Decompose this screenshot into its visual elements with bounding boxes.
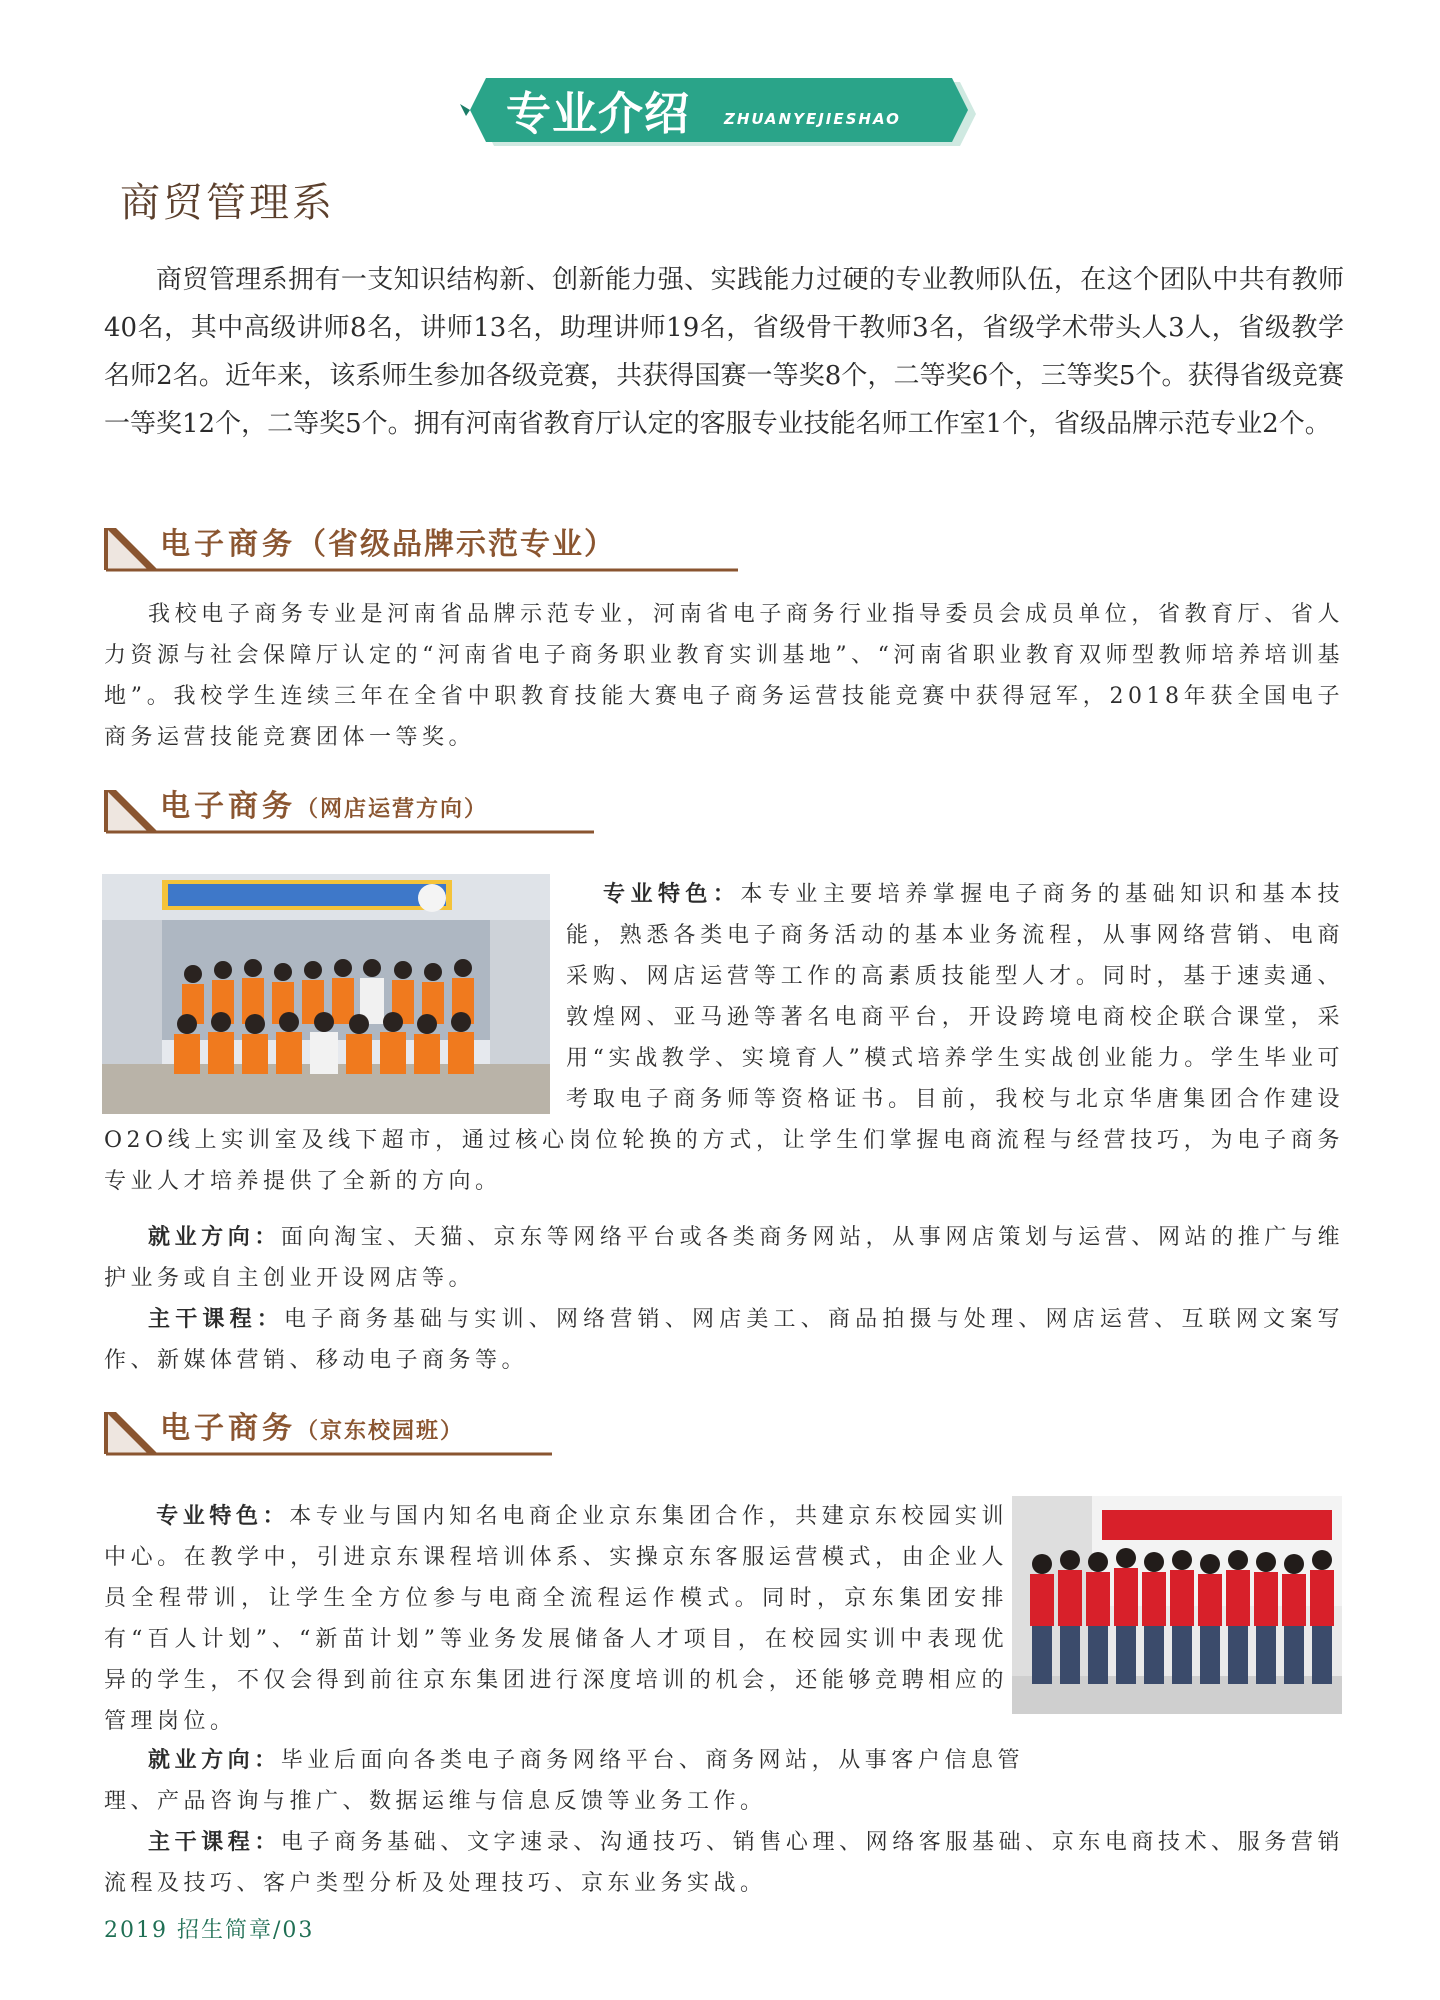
section-title-sub: （省级品牌示范专业）	[296, 527, 616, 562]
section-heading-ecommerce-brand	[102, 520, 742, 582]
section-heading-jd-campus	[102, 1404, 742, 1466]
career-text: 面向淘宝、天猫、京东等网络平台或各类商务网站，从事网店策划与运营、网站的推广与维护业务或自主创业开设网店等。	[104, 1225, 1344, 1291]
career-label: 就业方向：	[148, 1224, 281, 1250]
section-heading-ecommerce-store	[102, 782, 742, 844]
photo-text-wrap-spacer	[1008, 1496, 1344, 1716]
section-title-sub: （京东校园班）	[296, 1418, 465, 1444]
feature-label: 专业特色：	[156, 1503, 290, 1529]
section3-career-paragraph	[104, 1740, 1024, 1822]
section-title	[160, 786, 488, 830]
section2-career-paragraph	[104, 1217, 1344, 1299]
section2-feature-paragraph	[104, 874, 1344, 1202]
section3-course-paragraph	[104, 1822, 1344, 1904]
banner-pinyin: ZHUANYEJIESHAO	[724, 110, 901, 128]
section-title-sub: （网店运营方向）	[296, 796, 489, 822]
course-label: 主干课程：	[148, 1306, 284, 1332]
page-footer: 2019 招生简章/03	[104, 1918, 315, 1943]
section-title-main: 电子商务	[160, 527, 296, 562]
section-title	[160, 1408, 464, 1452]
department-intro: 商贸管理系拥有一支知识结构新、创新能力强、实践能力过硬的专业教师队伍，在这个团队中共有教师40名，其中高级讲师8名，讲师13名，助理讲师19名，省级骨干教师3名，省级学术带头人3人，省级教学名师2名。近年来，该系师生参加各级竞赛，共获得国赛一等奖8个，二等奖6个，三等奖5个。获得省级竞赛一等奖12个，二等奖5个。拥有河南省教育厅认定的客服专业技能名师工作室1个，省级品牌示范专业2个。	[104, 265, 1344, 439]
banner-title: 专业介绍	[506, 87, 691, 140]
feature-text: 本专业与国内知名电商企业京东集团合作，共建京东校园实训中心。在教学中，引进京东课程培训体系、实操京东客服运营模式，由企业人员全程带训，让学生全方位参与电商全流程运作模式。同时，京东集团安排有“百人计划”、“新苗计划”等业务发展储备人才项目，在校园实训中表现优异的学生，不仅会得到前往京东集团进行深度培训的机会，还能够竞聘相应的管理岗位。	[104, 1504, 1008, 1734]
career-label: 就业方向：	[148, 1747, 281, 1773]
feature-label: 专业特色：	[602, 881, 741, 907]
course-text: 电子商务基础、文字速录、沟通技巧、销售心理、网络客服基础、京东电商技术、服务营销流程及技巧、客户类型分析及处理技巧、京东业务实战。	[104, 1830, 1344, 1896]
section3-feature-paragraph	[104, 1496, 1344, 1742]
department-title: 商贸管理系	[120, 180, 335, 226]
course-text: 电子商务基础与实训、网络营销、网店美工、商品拍摄与处理、网店运营、互联网文案写作、新媒体营销、移动电子商务等。	[104, 1307, 1344, 1373]
photo-text-wrap-spacer	[104, 874, 566, 1120]
section1-body: 我校电子商务专业是河南省品牌示范专业，河南省电子商务行业指导委员会成员单位，省教育厅、省人力资源与社会保障厅认定的“河南省电子商务职业教育实训基地”、“河南省职业教育双师型教师培养培训基地”。我校学生连续三年在全省中职教育技能大赛电子商务运营技能竞赛中获得冠军，2018年获全国电子商务运营技能竞赛团体一等奖。	[104, 602, 1344, 750]
section-title	[160, 524, 616, 566]
career-text: 毕业后面向各类电子商务网络平台、商务网站，从事客户信息管理、产品咨询与推广、数据运维与信息反馈等业务工作。	[104, 1748, 1024, 1814]
page-banner	[460, 76, 988, 152]
section2-course-paragraph	[104, 1299, 1344, 1381]
section-title-main: 电子商务	[160, 789, 296, 824]
feature-text: 本专业主要培养掌握电子商务的基础知识和基本技能，熟悉各类电子商务活动的基本业务流程，从事网络营销、电商采购、网店运营等工作的高素质技能型人才。同时，基于速卖通、敦煌网、亚马逊等著名电商平台，开设跨境电商校企联合课堂，采用“实战教学、实境育人”模式培养学生实战创业能力。学生毕业可考取电子商务师等资格证书。目前，我校与北京华唐集团合作建设O2O线上实训室及线下超市，通过核心岗位轮换的方式，让学生们掌握电商流程与经营技巧，为电子商务专业人才培养提供了全新的方向。	[104, 882, 1344, 1194]
course-label: 主干课程：	[148, 1829, 281, 1855]
section-title-main: 电子商务	[160, 1411, 296, 1446]
